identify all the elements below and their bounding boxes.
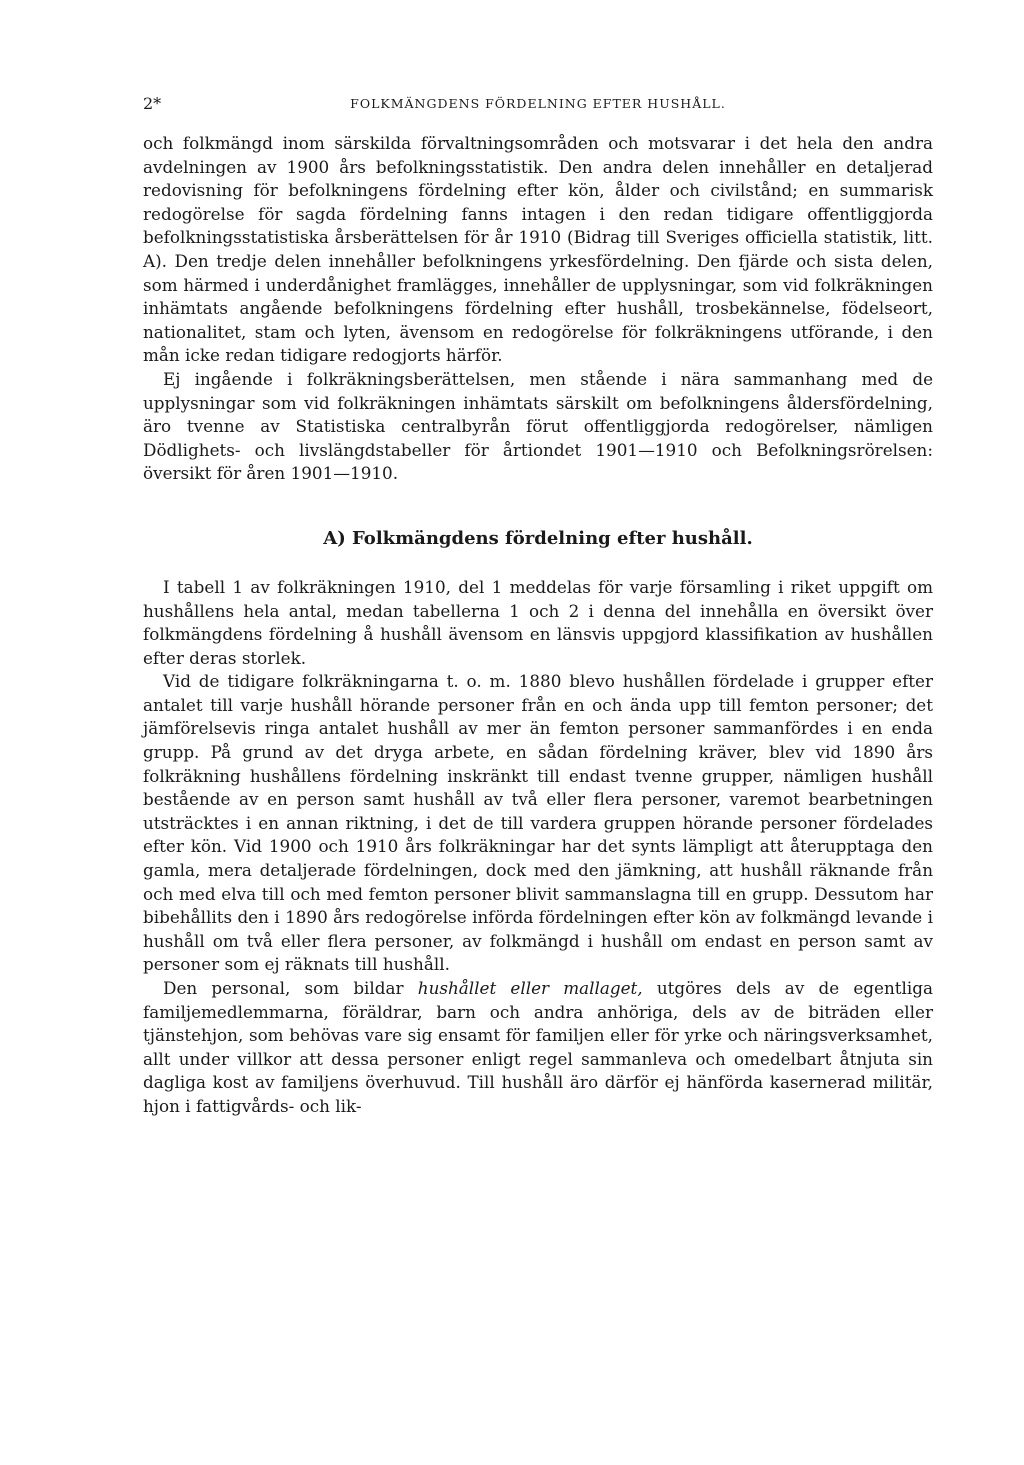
body-paragraph: och folkmängd inom särskilda förvaltningsområden och motsvarar i det hela den andra avdelningen av 1900 års befolkningsstatistik. Den andra delen innehåller en detaljerad redovisning för befolkningens fördelning efter kön, ålder och civilstånd; en summarisk redogörelse för sagda fördelning fanns intagen i den redan tidigare offentliggjorda befolkningsstatistiska årsberättelsen för år 1910 (Bidrag till Sveriges officiella statistik, litt. A). Den tredje delen innehåller befolkningens yrkesfördelning. Den fjärde och sista delen, som härmed i underdånighet framlägges, innehåller de upplysningar, som vid folkräkningen inhämtats angående befolkningens fördelning efter hushåll, trosbekännelse, födelseort, nationalitet, stam och lyten, ävensom en redogörelse för folkräkningens utförande, i den mån icke redan tidigare redogjorts härför. bbox=[143, 133, 933, 366]
body-paragraph: Vid de tidigare folkräkningarna t. o. m. 1880 blevo hushållen fördelade i grupper efter antalet till varje hushåll hörande personer från en och ända upp till femton personer; det jämförelsevis ringa antalet hushåll av mer än femton personer sammanfördes i en enda grupp. På grund av det dryga arbete, en sådan fördelning kräver, blev vid 1890 års folkräkning hushållens fördelning inskränkt till endast tvenne grupper, nämligen hushåll bestående av en person samt hushåll av två eller flera personer, varemot bearbetningen utsträcktes i en annan riktning, i det de till vardera gruppen hörande personer fördelades efter kön. Vid 1900 och 1910 års folkräkningar har det synts lämpligt att återupptaga den gamla, mera detaljerade fördelningen, dock med den jämkning, att hushåll räknande från och med elva till och med femton personer blivit sammanslagna till en grupp. Dessutom har bibehållits den i 1890 års redogörelse införda fördelningen efter kön av folkmängd levande i hushåll om två eller flera personer, av folkmängd i hushåll om endast en person samt av personer som ej räknats till hushåll. bbox=[143, 671, 933, 975]
section-heading: A) Folkmängdens fördelning efter hushåll. bbox=[323, 527, 753, 549]
page-number: 2* bbox=[143, 94, 162, 113]
paragraph-text-after: utgöres dels av de egentliga familjemedlemmarna, föräldrar, barn och andra anhöriga, dels av de biträden eller tjänstehjon, som behövas vare sig ensamt för familjen eller för yrke och näringsverksamhet, allt under villkor att dessa personer enligt regel sammanleva och omedelbart åtnjuta sin dagliga kost av familjens överhuvud. Till hushåll äro därför ej hänförda kasernerad militär, hjon i fattigvårds- och lik- bbox=[143, 978, 933, 1116]
body-paragraph: I tabell 1 av folkräkningen 1910, del 1 meddelas för varje församling i riket uppgift om hushållens hela antal, medan tabellerna 1 och 2 i denna del innehålla en översikt över folkmängdens fördelning å hushåll ävensom en länsvis uppgjord klassifikation av hushållen efter deras storlek. bbox=[143, 576, 933, 668]
paragraph-text-before: Den personal, som bildar bbox=[163, 978, 418, 998]
running-head bbox=[143, 88, 933, 118]
running-title: FOLKMÄNGDENS FÖRDELNING EFTER HUSHÅLL. bbox=[350, 96, 726, 111]
body-paragraph: Ej ingående i folkräkningsberättelsen, men stående i nära sammanhang med de upplysningar som vid folkräkningen inhämtats särskilt om befolkningens åldersfördelning, äro tvenne av Statistiska centralbyrån förut offentliggjorda redogörelser, nämligen Dödlighets- och livslängdstabeller för årtiondet 1901—1910 och Befolkningsrörelsen: översikt för åren 1901—1910. bbox=[143, 368, 933, 484]
emphasized-term: hushållet eller mallaget, bbox=[417, 978, 643, 998]
document-page bbox=[143, 88, 933, 1119]
body-paragraph-definition bbox=[143, 977, 933, 1119]
